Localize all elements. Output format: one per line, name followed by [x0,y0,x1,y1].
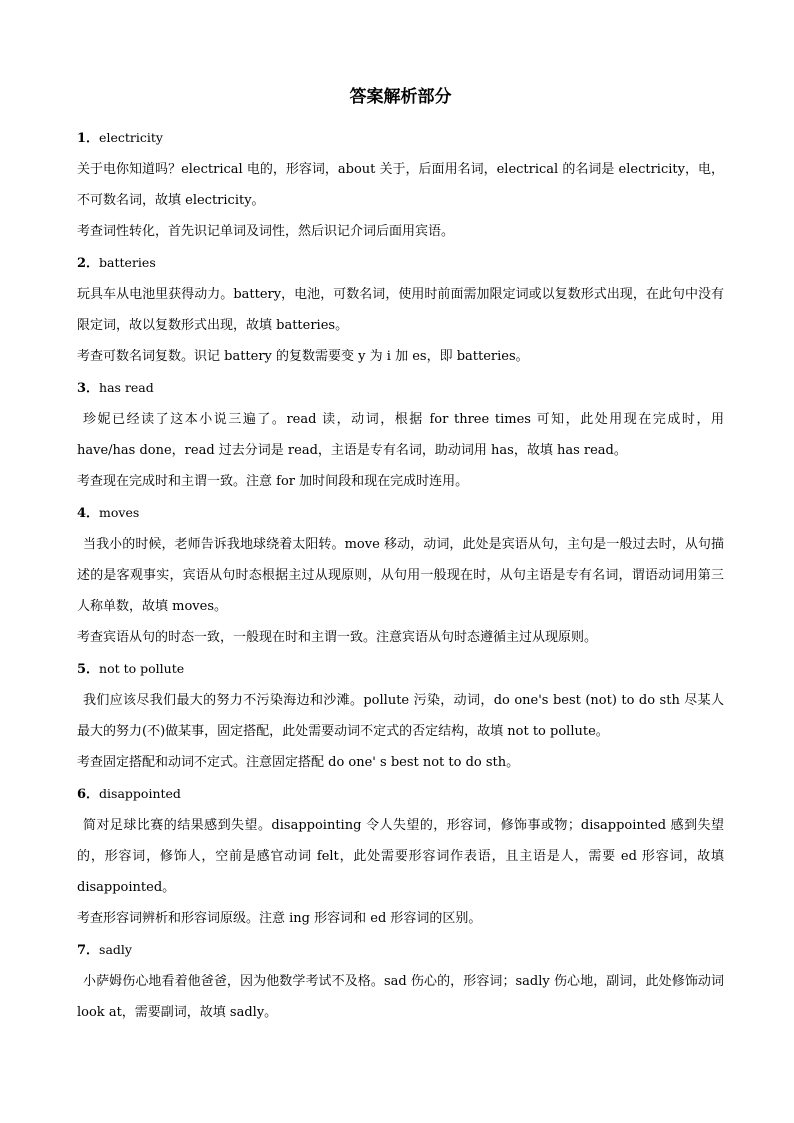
explanation-text: 玩具车从电池里获得动力。battery，电池，可数名词，使用时前面需加限定词或以复数形式出现，在此句中没有限定词，故以复数形式出现，故填 batteries。 [77,287,724,333]
question-number: 5． [77,662,100,677]
answer-line [77,934,724,966]
explanation-text: 关于电你知道吗？electrical 电的，形容词，about 关于，后面用名词，electrical 的名词是 electricity，电，不可数名词，故填 electricity。 [77,162,724,208]
answer-item-6 [77,778,724,934]
analysis-text: 考查固定搭配和动词不定式。注意固定搭配 do one' s best not to do sth。 [77,755,520,770]
analysis-text: 考查形容词辨析和形容词原级。注意 ing 形容词和 ed 形容词的区别。 [77,911,482,926]
question-number: 3． [77,381,100,396]
answer-item-5 [77,653,724,778]
answer-text: not to pollute [99,661,185,676]
answer-line [77,122,724,154]
question-number: 1． [77,131,100,146]
analysis-text: 考查宾语从句的时态一致，一般现在时和主谓一致。注意宾语从句时态遵循主过从现原则。 [77,630,598,645]
answer-line [77,372,724,404]
question-number: 7． [77,943,100,958]
explanation-text: 小萨姆伤心地看着他爸爸，因为他数学考试不及格。sad 伤心的，形容词；sadly 伤心地，副词，此处修饰动词 look at，需要副词，故填 sadly。 [77,974,724,1020]
answer-text: sadly [99,942,132,957]
question-number: 4． [77,506,100,521]
answer-item-7 [77,934,724,1028]
question-number: 6． [77,787,100,802]
page-title: 答案解析部分 [349,87,452,107]
question-number: 2． [77,256,100,271]
analysis-text: 考查可数名词复数。识记 battery 的复数需要变 y 为 i 加 es，即 batteries。 [77,349,529,364]
answer-line [77,497,724,529]
explanation-text: 我们应该尽我们最大的努力不污染海边和沙滩。pollute 污染，动词，do one's best (not) to do sth 尽某人最大的努力(不)做某事，固定搭配，此处需要动词不定式的否定结构，故填 not to pollute。 [77,693,724,739]
answer-line [77,653,724,685]
answer-text: has read [99,380,154,395]
answer-line [77,778,724,810]
answer-item-2 [77,247,724,372]
explanation-text: 简对足球比赛的结果感到失望。disappointing 令人失望的，形容词，修饰事或物；disappointed 感到失望的，形容词，修饰人，空前是感官动词 felt，此处需要形容词作表语，且主语是人，需要 ed 形容词，故填 disappointed。 [77,818,724,895]
answer-item-3 [77,372,724,497]
explanation-text: 珍妮已经读了这本小说三遍了。read 读，动词，根据 for three times 可知，此处用现在完成时，用 have/has done，read 过去分词是 read，主语是专有名词，助动词用 has，故填 has read。 [77,412,724,458]
answer-item-1 [77,122,724,247]
answer-text: batteries [99,255,156,270]
answer-line [77,247,724,279]
answer-text: electricity [99,130,163,145]
answer-item-4 [77,497,724,653]
explanation-text: 当我小的时候，老师告诉我地球绕着太阳转。move 移动，动词，此处是宾语从句，主句是一般过去时，从句描述的是客观事实，宾语从句时态根据主过从现原则，从句用一般现在时，从句主语是专有名词，谓语动词用第三人称单数，故填 moves。 [77,537,724,614]
analysis-text: 考查现在完成时和主谓一致。注意 for 加时间段和现在完成时连用。 [77,474,469,489]
analysis-text: 考查词性转化，首先识记单词及词性，然后识记介词后面用宾语。 [77,224,455,239]
answer-text: moves [99,505,140,520]
answer-text: disappointed [99,786,181,801]
